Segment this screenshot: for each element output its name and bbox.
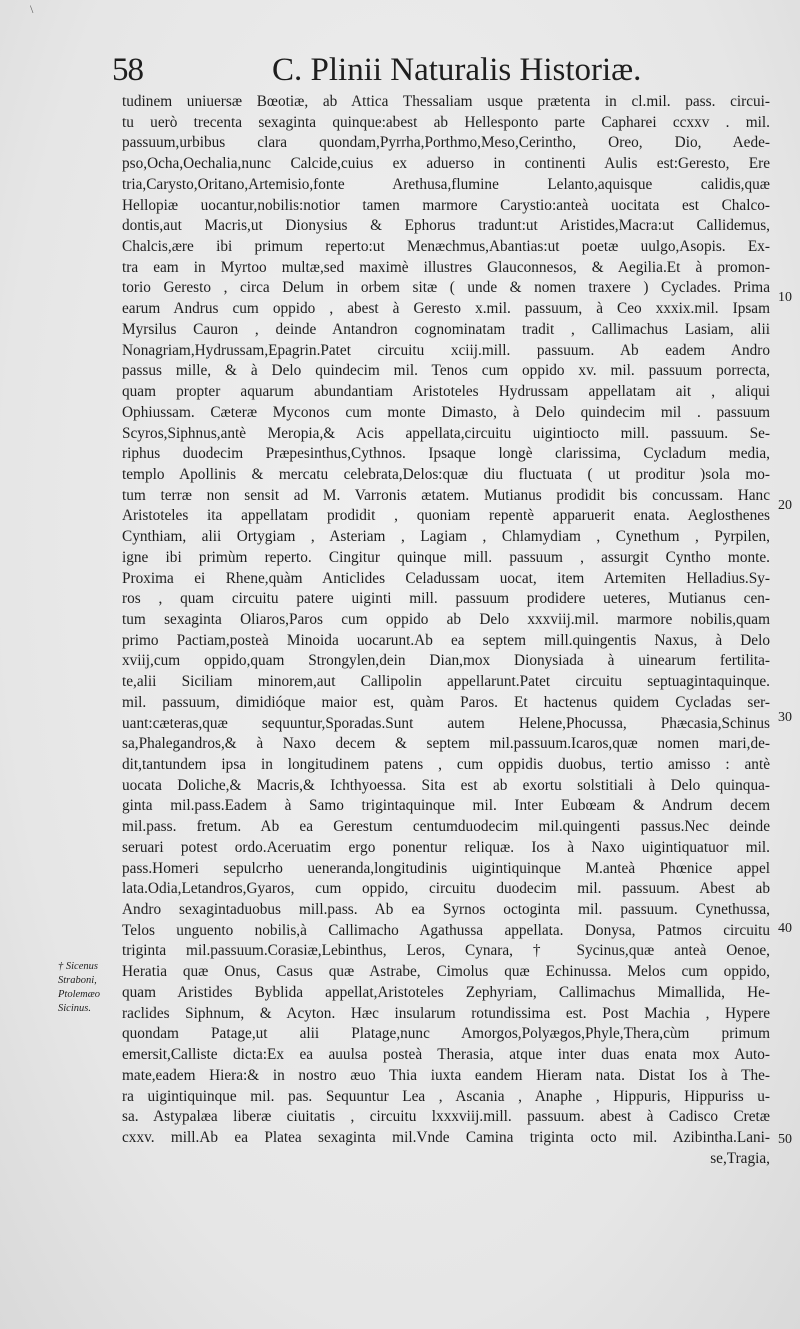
text-line: dit,tantundem ipsa in longitudinem patens , cum oppidis duobus, tertio amisso : antè	[122, 756, 770, 773]
text-line: lata.Odia,Letandros,Gyaros, cum oppido, circuitu duodecim mil. passuum. Abest ab	[122, 880, 770, 898]
text-line: mil. passuum, dimidióque maior est, quàm Paros. Et hactenus quidem Cycladas ser-	[122, 693, 770, 711]
line-number-30: 30	[778, 710, 792, 725]
text-line: riphus duodecim Præpesinthus,Cythnos. Ipsaque longè clarissima, Cycladum media,	[122, 445, 770, 463]
text-line: templo Apollinis & mercatu celebrata,Delos:quæ diu fluctuata ( ut proditur )sola mo-	[122, 465, 770, 483]
line-number-50: 50	[778, 1132, 792, 1147]
text-line: pso,Ocha,Oechalia,nunc Calcide,cuius ex aduerso in continenti Aulis est:Geresto, Ere	[122, 155, 770, 173]
text-line: ra uigintiquinque mil. pas. Sequuntur Lea , Ascania , Anaphe , Hippuris, Hippuriss u-	[122, 1087, 770, 1105]
margin-note-line: † Sicenus	[58, 961, 98, 972]
text-line: Ophiussam. Cæteræ Myconos cum monte Dimasto, à Delo quindecim mil . passuum	[122, 403, 770, 421]
margin-note	[58, 960, 124, 1016]
text-line: tu uerò trecenta sexaginta quinque:abest ab Hellespontо parte Capharei ccxxv . mil.	[122, 113, 770, 131]
margin-note-line: Ptolemæo	[58, 989, 100, 1000]
text-line: Aristoteles ita appellatam prodidit , quoniam repentè apparuerit enata. Aeglosthenes	[122, 507, 770, 525]
text-line: tum terræ non sensit ad M. Varronis ætatem. Mutianus prodidit bis concussam. Hanc	[122, 486, 770, 504]
text-line: Proxima ei Rhene,quàm Anticlides Celadussam uocat, item Artemiten Helladius.Sy-	[122, 569, 770, 587]
text-line: tum sexaginta Oliaros,Paros cum oppido ab Delo xxxviij.mil. marmore nobilis,quam	[122, 610, 770, 628]
margin-note-line: Straboni,	[58, 975, 97, 986]
text-line: tra eam in Myrtoo multæ,sed maximè illustres Glauconnesos, & Aegilia.Et à promon-	[122, 258, 770, 276]
text-line: Myrsilus Cauron , deinde Antandron cognominatam tradit , Callimachus Lasiam, alii	[122, 320, 770, 338]
text-line: uocata Doliche,& Macris,& Ichthyoessa. Sita est ab exortu solstitiali à Delo quinqua-	[122, 776, 770, 794]
text-line: torio Geresto , circa Delum in orbem sitæ ( unde & nomen traxere ) Cyclades. Prima	[122, 279, 770, 297]
line-number-20: 20	[778, 498, 792, 513]
text-line: Scyros,Siphnus,antè Meropia,& Acis appellata,circuitu uigintiocto mill. passuum. Se-	[122, 424, 770, 442]
text-line: xviij,cum oppido,quam Strongylen,dein Dian,mox Dionysiada à uinearum fertilita-	[122, 652, 770, 670]
text-line: quondam Patage,ut alii Platage,nunc Amorgos,Polyægos,Phyle,Thera,cùm primum	[122, 1025, 770, 1043]
text-line: Andro sexagintaduobus mill.pass. Ab ea Syrnos octoginta mil. passuum. Cynethussa,	[122, 901, 770, 919]
text-line: ginta mil.pass.Eadem à Samo trigintaquinque mil. Inter Eubœam & Andrum decem	[122, 797, 770, 815]
text-line: Chalcis,ære ibi primum reperto:ut Menæchmus,Abantias:ut poetæ uulgo,Asopis. Ex-	[122, 238, 770, 256]
main-text-block	[122, 92, 770, 1169]
text-line: tudinem uniuersæ Bœotiæ, ab Attica Thessaliam usque prætenta in cl.mil. pass. circui-	[122, 93, 770, 110]
text-line: sa,Phalegandros,& à Naxo decem & septem mil.passuum.Icaros,quæ nomen mari,de-	[122, 735, 770, 753]
text-line: Heratia quæ Onus, Casus quæ Astrabe, Cimolus quæ Echinussa. Melos cum oppido,	[122, 963, 770, 981]
text-line: Nonagriam,Hydrussam,Epagrin.Patet circuitu xciij.mill. passuum. Ab eadem Andro	[122, 341, 770, 359]
text-line: mate,eadem Hiera:& in nostro æuo Thia iuxta eandem Hieram nata. Distat Ios à The-	[122, 1066, 770, 1084]
text-line: te,alii Siciliam minorem,aut Callipolin appellarunt.Patet circuitu septuagintaquinque.	[122, 673, 770, 691]
text-line: ros , quam circuitu patere uiginti mill. passuum prodidere ueteres, Mutianus cen-	[122, 590, 770, 608]
text-line: Telos unguento nobilis,à Callimacho Agathussa appellata. Donysa, Patmos circuitu	[122, 921, 770, 939]
text-line: emersit,Calliste dicta:Ex ea auulsa posteà Therasia, atque inter duas enata mox Auto-	[122, 1046, 770, 1064]
text-line: triginta mil.passuum.Corasiæ,Lebinthus, Leros, Cynara, † Sycinus,quæ anteà Oenoe,	[122, 942, 770, 960]
text-line: tria,Carysto,Oritano,Artemisio,fonte Arethusa,flumine Lelanto,aquisque calidis,quæ	[122, 175, 770, 193]
text-line: dontis,aut Macris,ut Dionysius & Ephorus tradunt:ut Aristides,Macra:ut Callidemus,	[122, 217, 770, 235]
line-number-40: 40	[778, 921, 792, 936]
text-line: passus mille, & à Delo quindecim mil. Tenos cum oppido xv. mil. passuum porrecta,	[122, 362, 770, 380]
running-title: C. Plinii Naturalis Historiæ.	[272, 52, 642, 88]
text-line: seruari potest ordo.Aceruatim ergo ponentur reliquæ. Ios à Naxo uigintiquatuor mil.	[122, 838, 770, 856]
text-line: mil.pass. fretum. Ab ea Gerestum centumduodecim mil.quingenti passus.Nec deinde	[122, 818, 770, 836]
text-line: Hellopiæ uocantur,nobilis:notior tamen marmore Carystio:anteà uocitata est Chalco-	[122, 196, 770, 214]
text-line: igne ibi primùm reperto. Cingitur quinque mill. passuum , assurgit Cynthо monte.	[122, 548, 770, 566]
text-line: cxxv. mill.Ab ea Platea sexaginta mil.Vnde Camina triginta octo mil. Azibintha.Lani-	[122, 1128, 770, 1146]
line-number-10: 10	[778, 290, 792, 305]
text-line: quam propter aquarum abundantiam Aristoteles Hydrussam appellatam ait , aliqui	[122, 383, 770, 401]
text-line: primo Pactiam,posteà Minoida uocarunt.Ab ea septem mill.quingentis Naxus, à Delo	[122, 631, 770, 649]
text-line: passuum,urbibus clara quondam,Pyrrha,Porthmo,Meso,Cerintho, Oreo, Dio, Aede-	[122, 134, 770, 152]
margin-note-line: Sicinus.	[58, 1003, 91, 1014]
text-line: earum Andrus cum oppido , abest à Geresto x.mil. passuum, à Ceo xxxix.mil. Ipsam	[122, 300, 770, 318]
text-line: uant:cæteras,quæ sequuntur,Sporadas.Sunt autem Helene,Phocussa, Phæcasia,Schinus	[122, 714, 770, 732]
text-line: pass.Homeri sepulcrho ueneranda,longitudinis uigintiquinque M.anteà Phœnice appel	[122, 859, 770, 877]
text-line: sa. Astypalæa liberæ ciuitatis , circuitu lxxxviij.mill. passuum. abest à Cadisco Cretæ	[122, 1108, 770, 1126]
text-line: se,Tragia,	[710, 1149, 770, 1167]
page-number: 58	[112, 52, 143, 88]
text-line: raclides Siphnum, & Acyton. Hæc insularum rotundissima est. Post Machia , Hypere	[122, 1004, 770, 1022]
page-header	[112, 50, 712, 90]
text-line: quam Aristides Byblida appellat,Aristoteles Zephyriam, Callimachus Mimallida, He-	[122, 983, 770, 1001]
text-line: Cynthiam, alii Ortygiam , Asteriam , Lagiam , Chlamydiam , Cynethum , Pyrpilen,	[122, 528, 770, 546]
corner-mark: \	[30, 2, 34, 16]
